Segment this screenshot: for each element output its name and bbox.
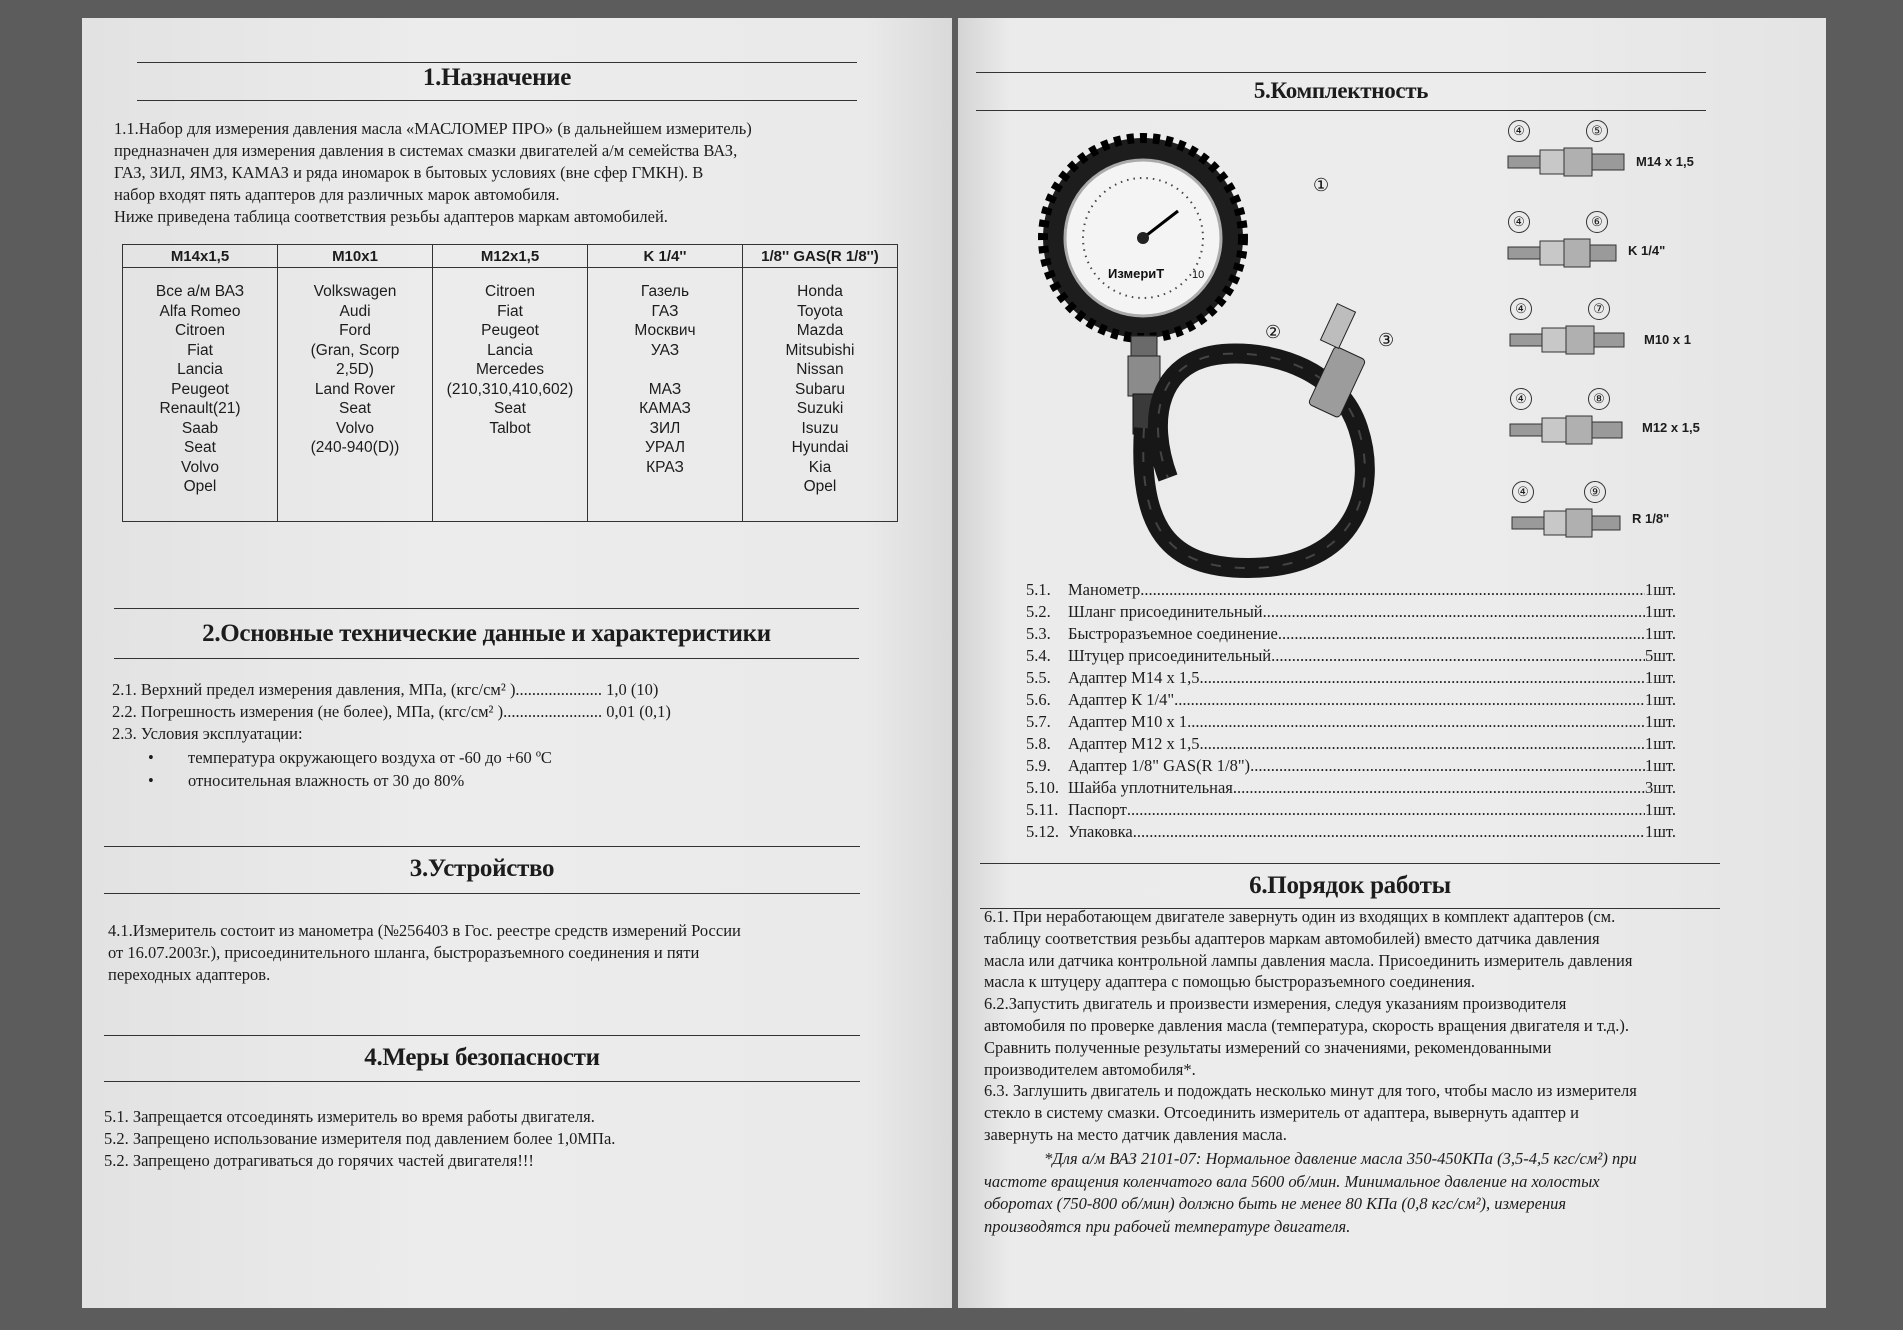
spec-line: 2.1. Верхний предел измерения давления, МПа, (кгс/см² )..................... 1,0 (10) xyxy=(112,680,659,699)
text-line: от 16.07.2003г.), присоединительного шланга, быстроразъемного соединения и пяти xyxy=(108,943,700,962)
note-line: *Для а/м ВАЗ 2101-07: Нормальное давление масла 350-450КПа (3,5-4,5 кгс/см²) при xyxy=(1044,1149,1637,1168)
table-cell: (240-940(D)) xyxy=(310,439,400,456)
kit-item: 5.9. Адаптер 1/8" GAS(R 1/8") ..... 1шт. xyxy=(1026,756,1676,778)
gauge-icon xyxy=(1043,138,1243,338)
text-line: 6.1. При неработающем двигателе завернуть один из входящих в комплект адаптеров (см. xyxy=(984,907,1616,926)
table-cell: Москвич xyxy=(634,322,696,339)
table-cell: ГАЗ xyxy=(651,302,679,320)
text-line: завернуть на место датчик давления масла. xyxy=(984,1124,1287,1144)
text-line: переходных адаптеров. xyxy=(108,965,271,984)
adapter-m10 xyxy=(1508,298,1748,358)
callout-1: ① xyxy=(1313,175,1330,195)
right-page xyxy=(958,18,1826,1308)
rule xyxy=(104,1035,860,1036)
note-line: частоте вращения коленчатого вала 5600 об/мин. Минимальное давление на холостых xyxy=(984,1171,1600,1191)
table-cell: (210,310,410,602) xyxy=(446,380,574,398)
rule xyxy=(104,1081,860,1082)
text-line: 6.3. Заглушить двигатель и подождать несколько минут для того, чтобы масло из измерителя xyxy=(984,1081,1637,1101)
left-page xyxy=(82,18,952,1308)
callout-9: ⑨ xyxy=(1584,481,1606,503)
kit-item: 5.1. Манометр ..... 1шт. xyxy=(1026,580,1676,602)
adapter-icon xyxy=(1508,414,1628,446)
table-header: K 1/4'' xyxy=(588,245,743,268)
adapter-table xyxy=(122,244,898,522)
table-cell: Lancia xyxy=(487,341,533,359)
table-cell: Все а/м ВАЗ xyxy=(155,283,245,300)
kit-item: 5.2. Шланг присоединительный ..... 1шт. xyxy=(1026,602,1676,624)
table-cell: УАЗ xyxy=(650,341,680,359)
callout-5: ⑤ xyxy=(1586,120,1608,142)
rule xyxy=(114,608,859,609)
rule xyxy=(104,846,860,847)
table-header: M14x1,5 xyxy=(123,245,278,268)
adapter-icon xyxy=(1506,146,1626,178)
spec-line: 2.2. Погрешность измерения (не более), МПа, (кгс/см² )........................ 0,01 (0,1) xyxy=(112,702,671,721)
table-column-k14 xyxy=(588,268,743,522)
table-cell: Subaru xyxy=(795,380,845,398)
text-line: Сравнить полученные результаты измерений со значениями, рекомендованными xyxy=(984,1037,1552,1057)
section-4-title: 4.Меры безопасности xyxy=(364,1044,600,1071)
text-line: 5.1. Запрещается отсоединять измеритель во время работы двигателя. xyxy=(104,1107,595,1126)
text-line: автомобиля по проверке давления масла (температура, скорость вращения двигателя и т.д.). xyxy=(984,1015,1630,1035)
note-line: оборотах (750-800 об/мин) должно быть не менее 80 КПа (0,8 кгс/см²), измерения xyxy=(984,1194,1567,1213)
table-cell: Volvo xyxy=(181,458,219,476)
table-header: 1/8'' GAS(R 1/8'') xyxy=(743,245,898,268)
callout-2: ② xyxy=(1265,322,1282,342)
table-cell: Seat xyxy=(494,400,526,417)
callout-4: ④ xyxy=(1512,481,1534,503)
adapter-label: R 1/8" xyxy=(1632,511,1670,526)
table-cell: Alfa Romeo xyxy=(159,302,241,320)
kit-item: 5.4. Штуцер присоединительный ..... 5шт. xyxy=(1026,646,1676,668)
table-header: M10x1 xyxy=(278,245,433,268)
callout-3: ③ xyxy=(1378,330,1395,350)
section-1-text xyxy=(114,118,914,228)
table-column-r18 xyxy=(743,268,898,522)
table-column-m10 xyxy=(278,268,433,522)
table-cell: Hyundai xyxy=(791,439,849,456)
table-cell: Peugeot xyxy=(481,322,539,339)
text-line: стекло в систему смазки. Отсоединить измеритель от адаптера, вывернуть адаптер и xyxy=(984,1103,1580,1123)
table-cell: Isuzu xyxy=(801,419,839,437)
rule xyxy=(137,100,857,101)
text-line: набор входят пять адаптеров для различных марок автомобиля. xyxy=(114,185,560,204)
table-cell: Renault(21) xyxy=(159,400,241,417)
table-cell: Fiat xyxy=(187,341,213,359)
callout-4: ④ xyxy=(1508,120,1530,142)
text-line: ГАЗ, ЗИЛ, ЯМЗ, КАМАЗ и ряда иномарок в бытовых условиях (вне сфер ГМКН). В xyxy=(114,163,704,182)
adapter-k14 xyxy=(1506,211,1746,271)
section-1-title: 1.Назначение xyxy=(422,64,572,91)
table-cell: Saab xyxy=(181,419,219,437)
bullet-item: • температура окружающего воздуха от -60 до +60 ºС xyxy=(188,748,552,768)
table-cell: 2,5D) xyxy=(336,361,374,378)
adapter-m12 xyxy=(1508,388,1748,448)
text-line: производителем автомобиля*. xyxy=(984,1059,1196,1079)
adapter-icon xyxy=(1506,237,1626,269)
table-cell: Mitsubishi xyxy=(785,341,855,359)
rule xyxy=(976,72,1706,73)
spec-line: 2.3. Условия эксплуатации: xyxy=(112,724,303,743)
table-cell: Volkswagen xyxy=(313,283,397,300)
table-cell: УРАЛ xyxy=(645,439,685,456)
text-line: таблицу соответствия резьбы адаптеров маркам автомобилей) вместо датчика давления xyxy=(984,928,1600,948)
kit-item: 5.6. Адаптер К 1/4" ..... 1шт. xyxy=(1026,690,1676,712)
text-line: 6.2.Запустить двигатель и произвести измерения, следуя указаниям производителя xyxy=(984,994,1567,1014)
callout-6: ⑥ xyxy=(1586,211,1608,233)
kit-item: 5.10. Шайба уплотнительная ..... 3шт. xyxy=(1026,778,1676,800)
callout-4: ④ xyxy=(1510,298,1532,320)
table-column-m14 xyxy=(123,268,278,522)
adapter-r18 xyxy=(1510,481,1750,541)
gauge-max: 10 xyxy=(1192,269,1205,281)
table-cell: Mercedes xyxy=(475,361,545,378)
text-line: 5.2. Запрещено использование измерителя под давлением более 1,0МПа. xyxy=(104,1129,616,1148)
table-cell: Seat xyxy=(184,439,216,456)
kit-item: 5.12. Упаковка ..... 1шт. xyxy=(1026,822,1676,844)
rule xyxy=(980,863,1720,864)
adapter-label: K 1/4" xyxy=(1628,243,1666,258)
adapter-label: M12 x 1,5 xyxy=(1642,420,1700,435)
text-line: масла к штуцеру адаптера с помощью быстроразъемного соединения. xyxy=(984,972,1476,992)
kit-item: 5.3. Быстроразъемное соединение ..... 1шт. xyxy=(1026,624,1676,646)
table-cell: Peugeot xyxy=(171,380,229,398)
section-4-text xyxy=(104,1106,904,1172)
kit-item: 5.8. Адаптер М12 х 1,5 ..... 1шт. xyxy=(1026,734,1676,756)
table-cell: МАЗ xyxy=(648,380,682,398)
table-cell: Toyota xyxy=(797,302,843,320)
table-header: M12x1,5 xyxy=(433,245,588,268)
rule xyxy=(976,110,1706,111)
table-cell: Fiat xyxy=(497,302,523,320)
text-line: Ниже приведена таблица соответствия резьбы адаптеров маркам автомобилей. xyxy=(114,207,668,226)
table-cell: Land Rover xyxy=(314,380,396,398)
bullet-item: • относительная влажность от 30 до 80% xyxy=(188,771,464,791)
text-line: предназначен для измерения давления в системах смазки двигателей а/м семейства ВАЗ, xyxy=(114,141,738,160)
section-6-text xyxy=(984,906,1814,1146)
adapter-icon xyxy=(1508,324,1628,356)
callout-8: ⑧ xyxy=(1588,388,1610,410)
text-line: 4.1.Измеритель состоит из манометра (№256403 в Гос. реестре средств измерений России xyxy=(108,921,741,940)
text-line: 1.1.Набор для измерения давления масла «МАСЛОМЕР ПРО» (в дальнейшем измеритель) xyxy=(114,119,752,138)
table-cell: Газель xyxy=(640,283,690,300)
adapter-m14 xyxy=(1506,120,1746,180)
table-cell: Opel xyxy=(183,478,217,495)
rule xyxy=(114,658,859,659)
callout-4: ④ xyxy=(1508,211,1530,233)
kit-item: 5.5. Адаптер М14 х 1,5 ..... 1шт. xyxy=(1026,668,1676,690)
table-cell: Opel xyxy=(803,478,837,495)
rule xyxy=(104,893,860,894)
footnote xyxy=(984,1148,1744,1238)
rule xyxy=(137,62,857,63)
table-column-m12 xyxy=(433,268,588,522)
adapter-label: M14 x 1,5 xyxy=(1636,154,1694,169)
section-3-text xyxy=(108,920,908,986)
adapter-label: M10 x 1 xyxy=(1644,332,1691,347)
table-cell: Talbot xyxy=(489,419,531,437)
table-cell: Lancia xyxy=(177,361,223,378)
gauge-brand: ИзмериТ xyxy=(1108,266,1165,281)
text-line: 5.2. Запрещено дотрагиваться до горячих частей двигателя!!! xyxy=(104,1151,534,1170)
kit-item: 5.7. Адаптер М10 х 1 ..... 1шт. xyxy=(1026,712,1676,734)
table-cell: Volvo xyxy=(336,419,374,437)
section-5-title: 5.Комплектность xyxy=(1253,78,1429,103)
table-cell: Honda xyxy=(797,283,843,300)
section-3-title: 3.Устройство xyxy=(409,855,555,882)
table-cell: Citroen xyxy=(485,283,535,300)
table-cell: Suzuki xyxy=(796,400,844,417)
callout-7: ⑦ xyxy=(1588,298,1610,320)
text-line: масла или датчика контрольной лампы давления масла. Присоединить измеритель давления xyxy=(984,950,1633,970)
table-cell: Mazda xyxy=(796,322,844,339)
table-cell: Nissan xyxy=(796,361,844,378)
table-cell: Citroen xyxy=(175,322,225,339)
callout-4: ④ xyxy=(1510,388,1532,410)
table-cell xyxy=(589,360,741,380)
table-cell: КРАЗ xyxy=(646,458,684,476)
quick-coupler-icon xyxy=(1308,304,1366,419)
kit-item: 5.11. Паспорт ..... 1шт. xyxy=(1026,800,1676,822)
note-line: производятся при рабочей температуре двигателя. xyxy=(984,1216,1351,1236)
table-cell: (Gran, Scorp xyxy=(310,341,400,359)
table-cell: Kia xyxy=(808,458,832,476)
section-6-title: 6.Порядок работы xyxy=(1249,872,1451,899)
table-cell: Seat xyxy=(339,400,371,417)
manometer-hose-illustration xyxy=(1028,128,1398,588)
section-2-title: 2.Основные технические данные и характеристики xyxy=(202,620,771,647)
table-cell: КАМАЗ xyxy=(639,400,691,417)
table-cell: Audi xyxy=(339,302,371,320)
table-cell: ЗИЛ xyxy=(649,419,681,437)
table-cell: Ford xyxy=(339,322,371,339)
adapter-icon xyxy=(1510,507,1630,539)
